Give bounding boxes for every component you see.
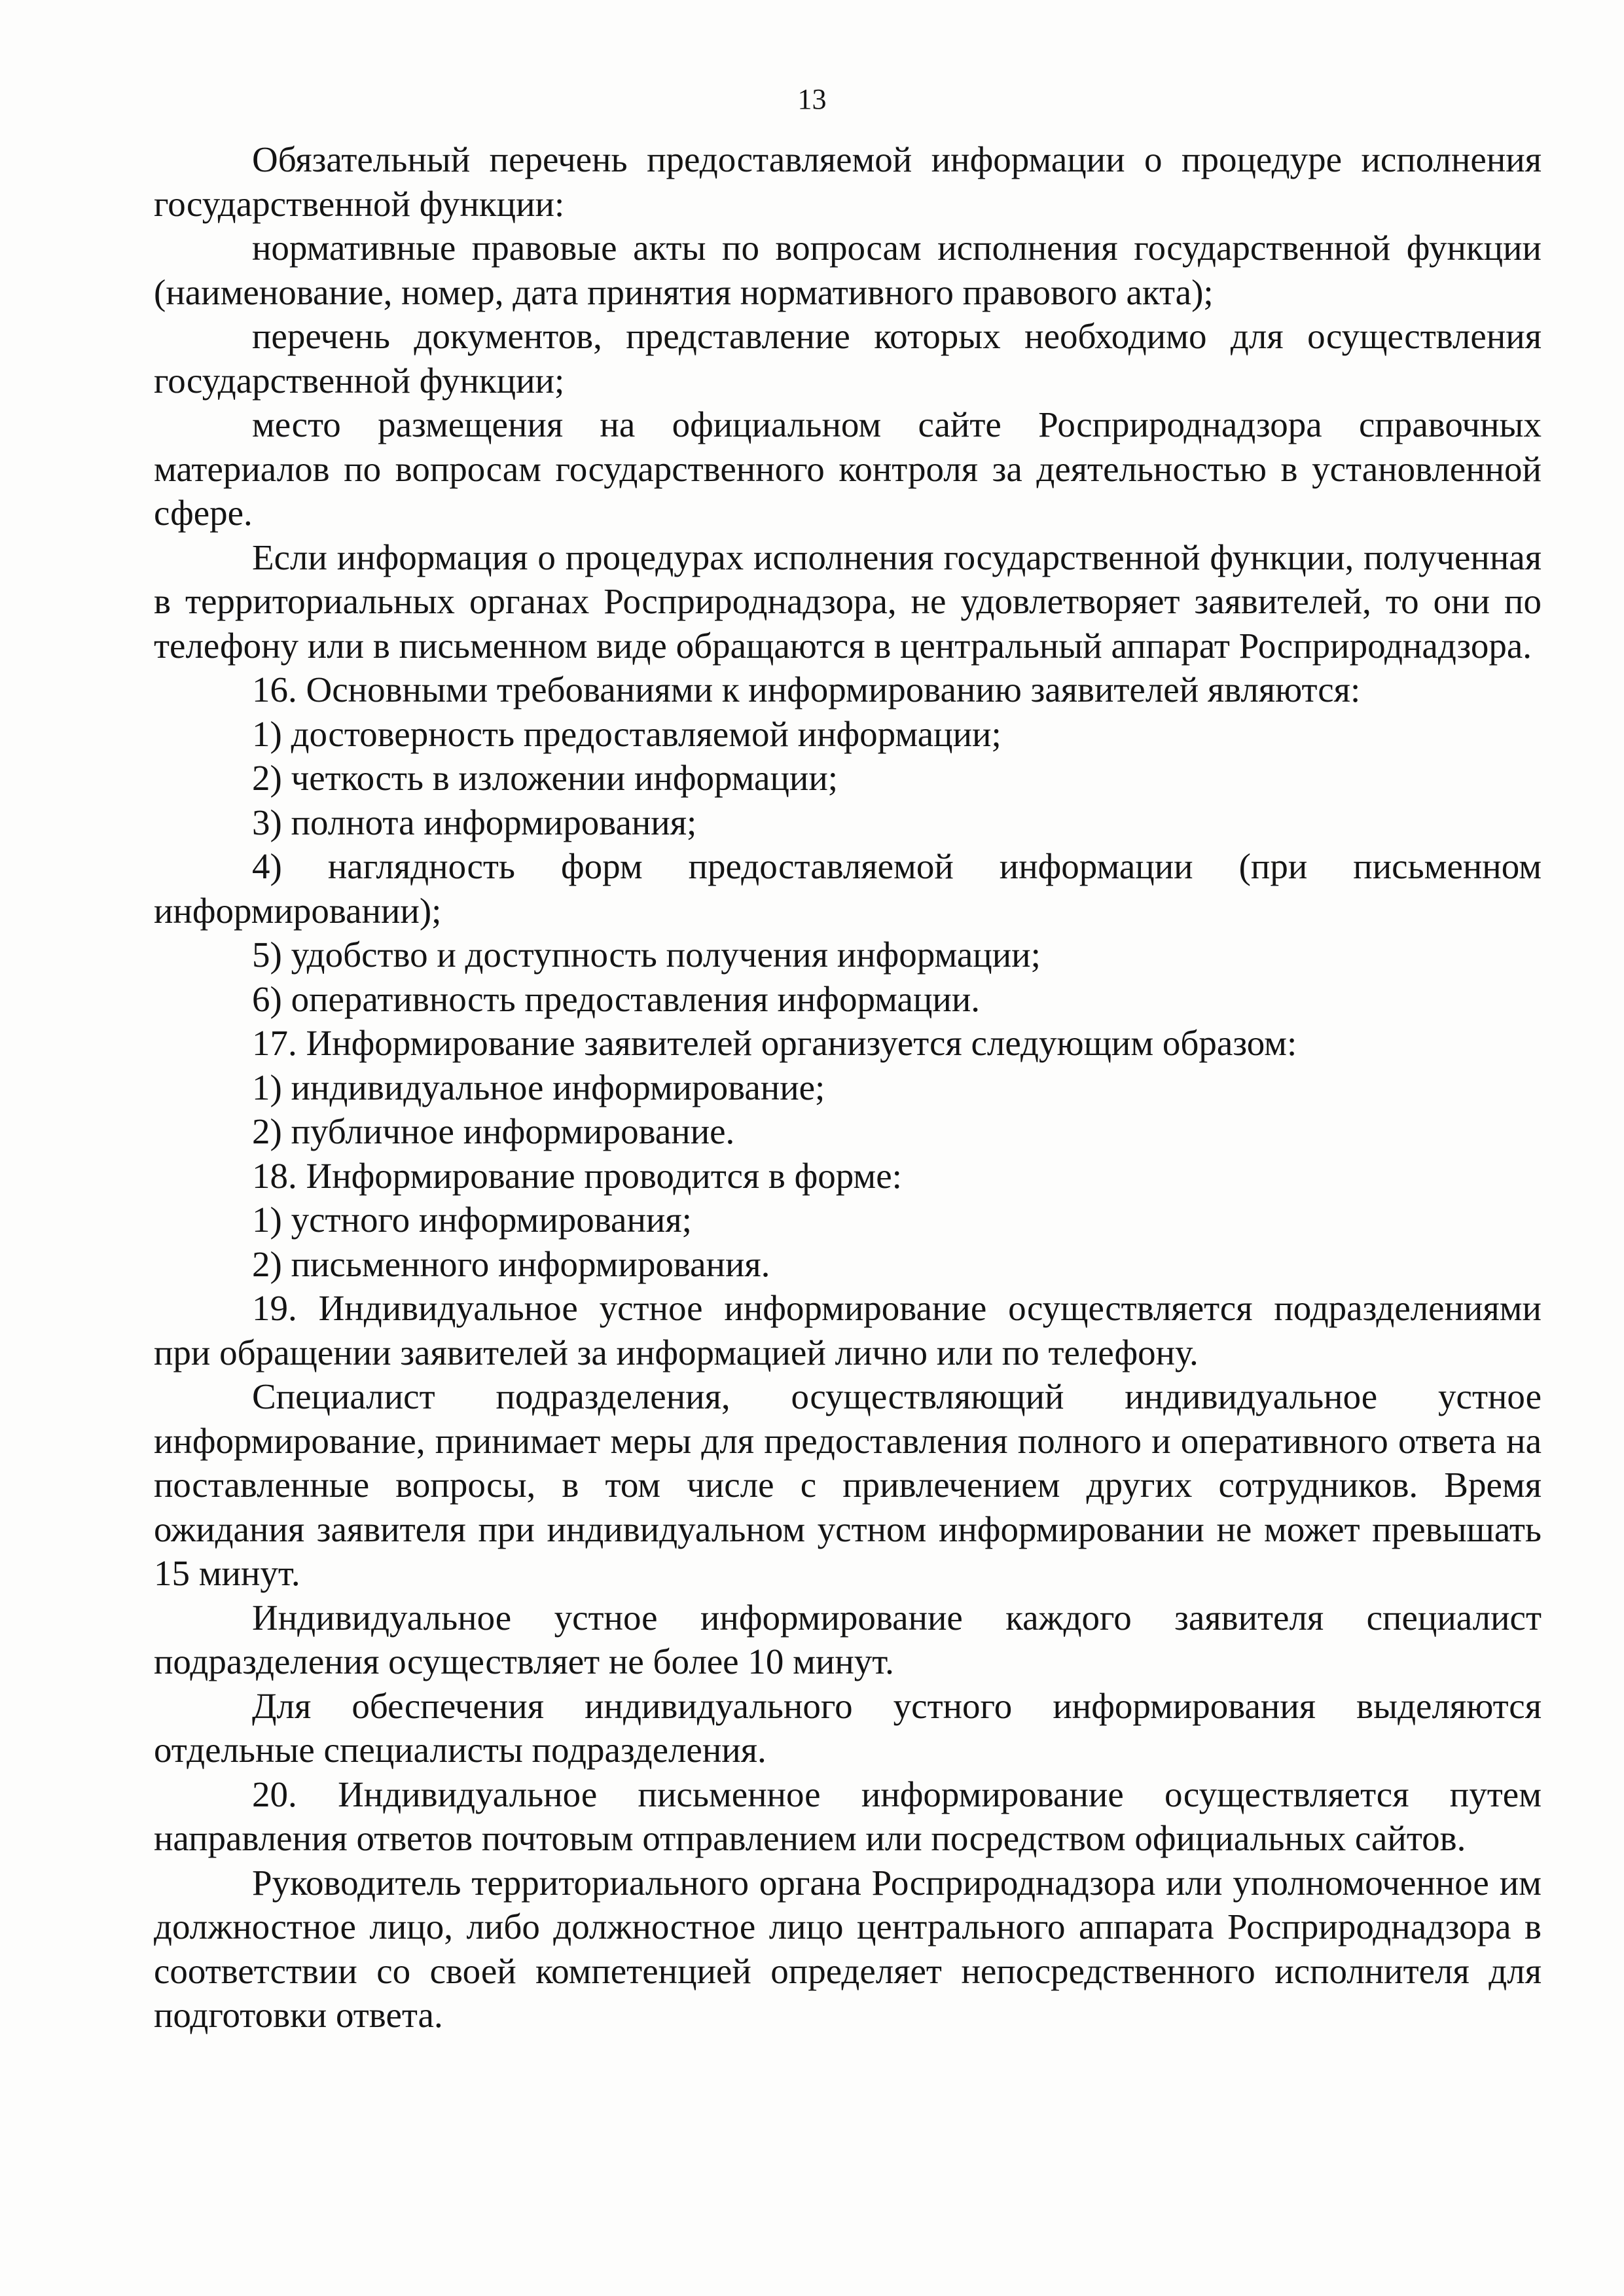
paragraph-intro: Обязательный перечень предоставляемой информации о процедуре исполнения государственной функции: [154, 139, 1542, 224]
list-item: 1) устного информирования; [252, 1200, 692, 1240]
list-item: 5) удобство и доступность получения информации; [252, 935, 1041, 975]
paragraph-item-20: 20. Индивидуальное письменное информирование осуществляется путем направления ответов почтовым отправлением или посредством официальных сайтов. [154, 1774, 1542, 1858]
list-item: 1) индивидуальное информирование; [252, 1067, 825, 1107]
paragraph-normative-acts: нормативные правовые акты по вопросам исполнения государственной функции (наименование, номер, дата принятия нормативного правового акта); [154, 228, 1542, 312]
list-item: 2) публичное информирование. [252, 1111, 735, 1151]
paragraph-time-limit: Индивидуальное устное информирование каждого заявителя специалист подразделения осуществляет не более 10 минут. [154, 1597, 1542, 1681]
paragraph-specialist: Специалист подразделения, осуществляющий индивидуальное устное информирование, принимает меры для предоставления полного и оперативного ответа на поставленные вопросы, в том числе с привлечением других сотрудников. Время ожидания заявителя при индивидуальном устном информировании не может превышать 15 минут. [154, 1376, 1542, 1593]
list-item: 3) полнота информирования; [252, 802, 697, 842]
paragraph-item-19: 19. Индивидуальное устное информирование осуществляется подразделениями при обращении заявителей за информацией лично или по телефону. [154, 1288, 1542, 1372]
paragraph-item-18: 18. Информирование проводится в форме: [252, 1155, 902, 1196]
paragraph-central-office: Если информация о процедурах исполнения государственной функции, полученная в территориальных органах Росприроднадзора, не удовлетворяет заявителей, то они по телефону или в письменном виде обращаются в центральный аппарат Росприроднадзора. [154, 537, 1542, 666]
list-item: 2) четкость в изложении информации; [252, 758, 839, 798]
document-body [154, 137, 1542, 2037]
page-number: 13 [797, 83, 827, 115]
paragraph-item-17: 17. Информирование заявителей организуется следующим образом: [252, 1023, 1297, 1063]
paragraph-dedicated-specialists: Для обеспечения индивидуального устного информирования выделяются отдельные специалисты подразделения. [154, 1685, 1542, 1770]
paragraph-website-materials: место размещения на официальном сайте Росприроднадзора справочных материалов по вопросам государственного контроля за деятельностью в установленной сфере. [154, 404, 1542, 533]
list-item: 2) письменного информирования. [252, 1244, 770, 1284]
paragraph-head-of-office: Руководитель территориального органа Росприроднадзора или уполномоченное им должностное лицо, либо должностное лицо центрального аппарата Росприроднадзора в соответствии со своей компетенцией определяет непосредственного исполнителя для подготовки ответа. [154, 1862, 1542, 2035]
paragraph-item-16: 16. Основными требованиями к информированию заявителей являются: [252, 670, 1361, 709]
list-item: 1) достоверность предоставляемой информации; [252, 713, 1001, 754]
list-item: 4) наглядность форм предоставляемой информации (при письменном информировании); [154, 846, 1542, 931]
paragraph-documents-list: перечень документов, представление которых необходимо для осуществления государственной функции; [154, 316, 1542, 401]
list-item: 6) оперативность предоставления информации. [252, 978, 981, 1019]
